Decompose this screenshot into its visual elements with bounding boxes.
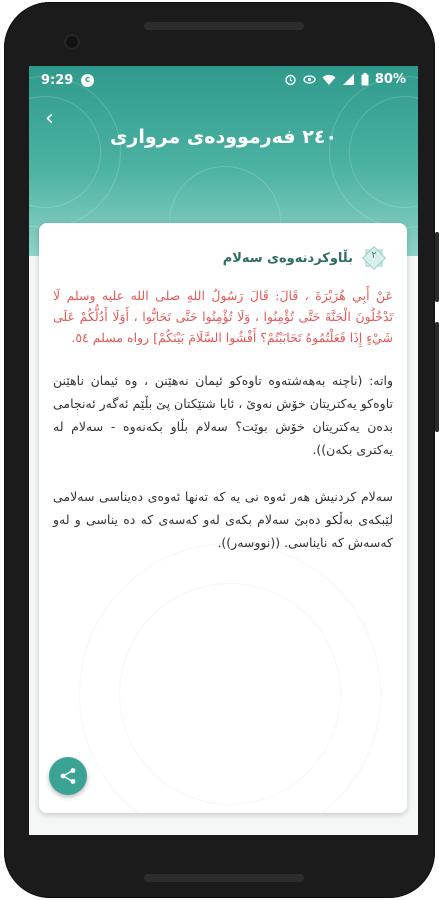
app-screen (29, 66, 418, 835)
translation-text: واتە: (ناچنە بەهەشتەوە تاوەکو ئیمان نەهێنن ، وە ئیمان ناهێنن تاوەکو یەکتریتان خۆش نەوێ ، ئایا شتێکتان پێ بڵێم ئەگەر ئەنجامی بدەن یەکتریتان خۆش بوێت؟ سەلام بڵاو بکەنەوە - سەلام لە یەکتری بکەن)). (53, 373, 393, 457)
share-button[interactable] (49, 757, 87, 795)
battery-icon (361, 73, 369, 86)
power-button (435, 232, 439, 302)
status-time: 9:29 (41, 73, 74, 88)
commentary-text: سەلام کردنیش هەر ئەوە نی یە کە تەنها ئەوەی دەیناسی سەلامی لێبکەی بەڵکو دەبێ سەلام بکەی لەو کەسەی کە دە یناسی و لەو کەسەش کە نایناسی. ((نووسەر)). (53, 489, 393, 550)
battery-percent: 80% (374, 72, 406, 87)
section-number-badge (361, 245, 387, 271)
front-camera (66, 36, 78, 48)
arabic-hadith-text: عَنْ أَبِي هُرَيْرَةَ ، قَالَ: قَالَ رَسُولُ اللهِ صلى الله عليه وسلم لَا تَدْخُلُونَ الْجَنَّةَ حَتَّى تُؤْمِنُوا ، وَلَا تُؤْمِنُوا حَتَّى تَحَابُّوا ، أَوَلَا أَدُلُّكُمْ عَلَى شَيْءٍ إِذَا فَعَلْتُمُوهُ تَحَابَبْتُمْ؟ أَفْشُوا السَّلَامَ بَيْنَكُمْ] رواه مسلم ٥٤. (53, 288, 393, 345)
section-number: ٢ (371, 250, 377, 261)
section-heading (223, 245, 387, 271)
eye-icon (303, 73, 316, 86)
wifi-icon (322, 73, 336, 86)
hadith-card (39, 223, 407, 813)
share-icon (59, 767, 77, 785)
page-title: ٢٤٠ فەرموودەی مرواری (109, 126, 338, 148)
earpiece-speaker (144, 22, 304, 30)
phone-frame (4, 2, 435, 898)
app-notification-icon: c (81, 74, 94, 87)
status-bar (29, 66, 418, 96)
signal-icon (342, 73, 355, 86)
card-ornament (119, 583, 341, 805)
alarm-icon (284, 73, 297, 86)
volume-button (435, 322, 439, 432)
section-title: بڵاوکردنەوەی سەلام (222, 250, 353, 266)
back-arrow-icon[interactable]: ‹ (45, 106, 54, 131)
bottom-speaker (144, 874, 304, 882)
